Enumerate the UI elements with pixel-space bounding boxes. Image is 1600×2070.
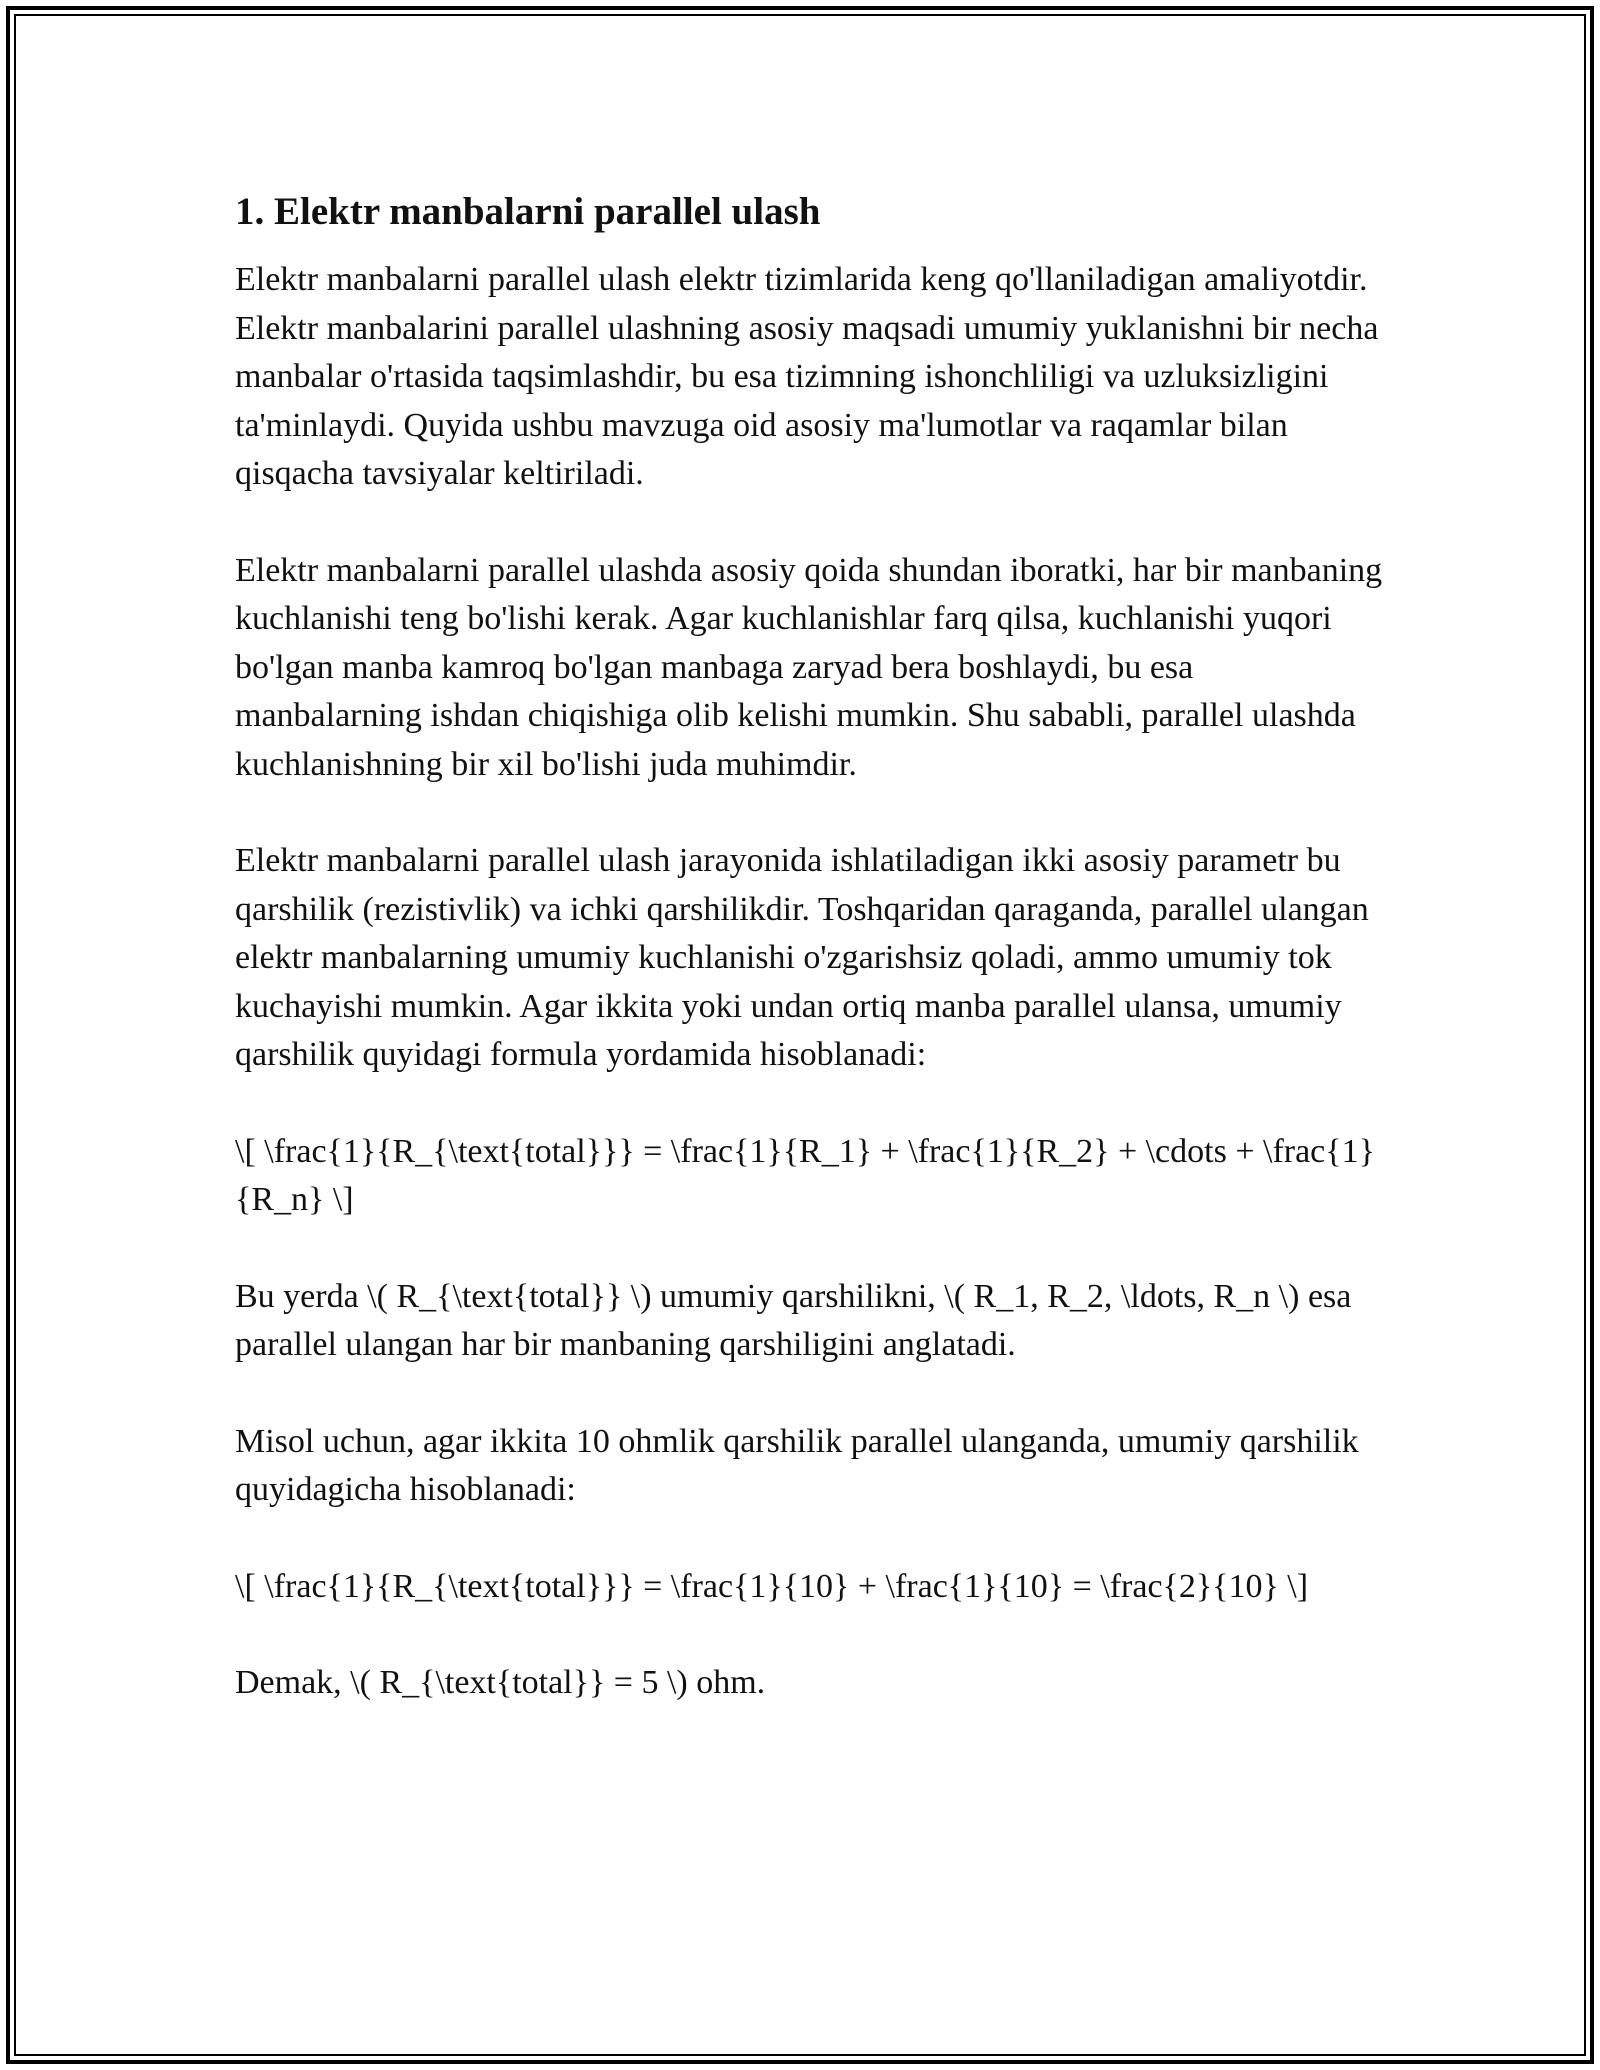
- formula-example: \[ \frac{1}{R_{\text{total}}} = \frac{1}{10} + \frac{1}{10} = \frac{2}{10} \]: [235, 1567, 1309, 1605]
- paragraph-resistance: Elektr manbalarni parallel ulash jarayonida ishlatiladigan ikki asosiy parametr bu qarshilik (rezistivlik) va ichki qarshilikdir. Toshqaridan qaraganda, parallel ulangan elektr manbalarning umumiy kuchlanishi o'zgarishsiz qoladi, ammo umumiy tok kuchayishi mumkin. Agar ikkita yoki undan ortiq manba parallel ulansa, umumiy qarshilik quyidagi formula yordamida hisoblanadi:: [235, 842, 1369, 1073]
- document-body: [235, 186, 1385, 1756]
- formula-total-resistance: \[ \frac{1}{R_{\text{total}}} = \frac{1}{R_1} + \frac{1}{R_2} + \cdots + \frac{1}{R_n} \]: [235, 1132, 1375, 1218]
- paragraph-example: Misol uchun, agar ikkita 10 ohmlik qarshilik parallel ulanganda, umumiy qarshilik quyidagicha hisoblanadi:: [235, 1422, 1359, 1508]
- paragraph-intro: Elektr manbalarni parallel ulash elektr tizimlarida keng qo'llaniladigan amaliyotdir. Elektr manbalarini parallel ulashning asosiy maqsadi umumiy yuklanishni bir necha manbalar o'rtasida taqsimlashdir, bu esa tizimning ishonchliligi va uzluksizligini ta'minlaydi. Quyida ushbu mavzuga oid asosiy ma'lumotlar va raqamlar bilan qisqacha tavsiyalar keltiriladi.: [235, 261, 1379, 492]
- section-heading: 1. Elektr manbalarni parallel ulash: [235, 190, 821, 233]
- paragraph-voltage-rule: Elektr manbalarni parallel ulashda asosiy qoida shundan iboratki, har bir manbaning kuchlanishi teng bo'lishi kerak. Agar kuchlanishlar farq qilsa, kuchlanishi yuqori bo'lgan manba kamroq bo'lgan manbaga zaryad bera boshlaydi, bu esa manbalarning ishdan chiqishiga olib kelishi mumkin. Shu sababli, parallel ulashda kuchlanishning bir xil bo'lishi juda muhimdir.: [235, 551, 1383, 783]
- paragraph-conclusion: Demak, \( R_{\text{total}} = 5 \) ohm.: [235, 1664, 766, 1701]
- paragraph-formula-explanation: Bu yerda \( R_{\text{total}} \) umumiy qarshilikni, \( R_1, R_2, \ldots, R_n \) esa parallel ulangan har bir manbaning qarshiligini anglatadi.: [235, 1277, 1352, 1363]
